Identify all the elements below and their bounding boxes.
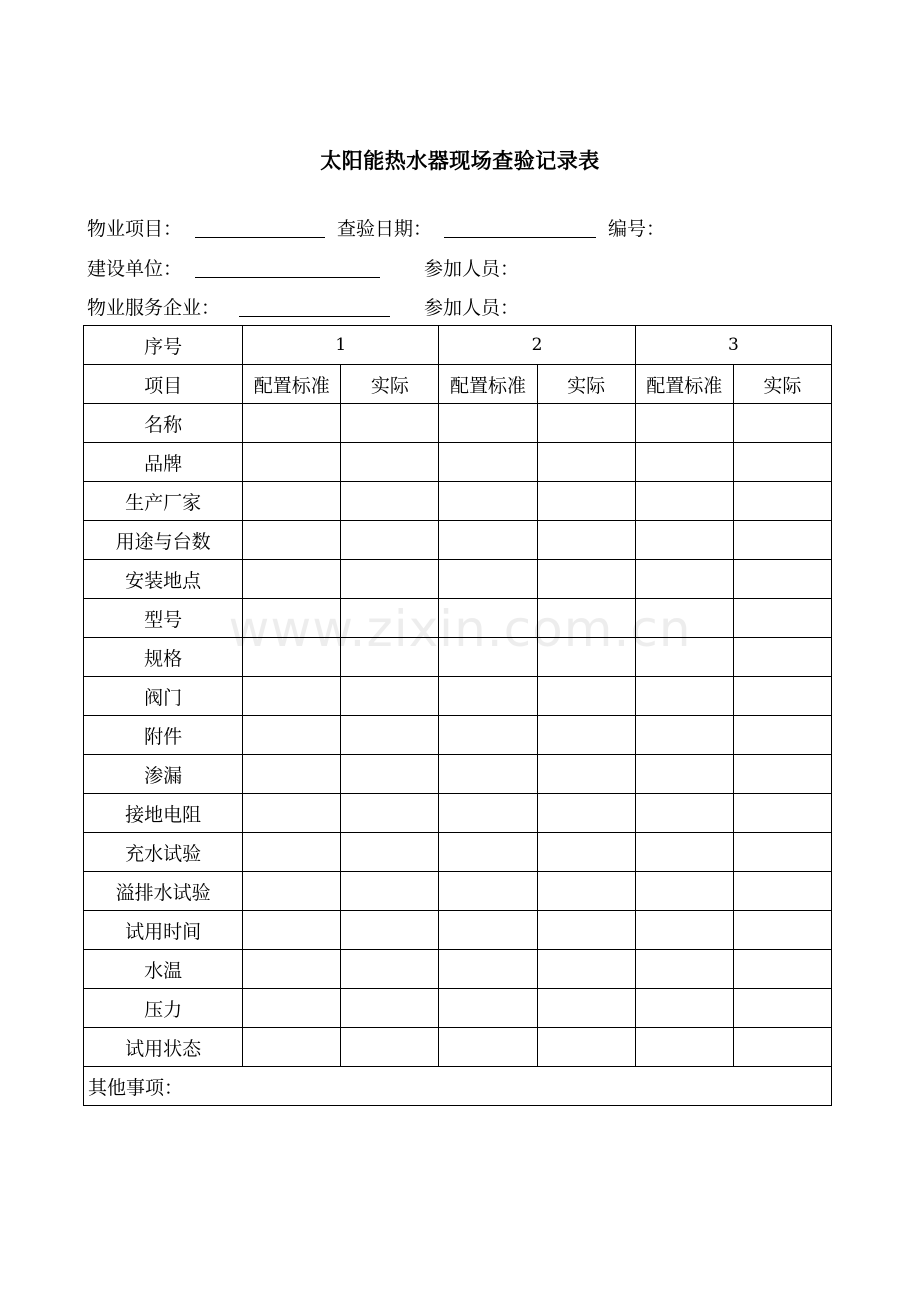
standard-cell-1[interactable] xyxy=(243,755,341,794)
inspection-date-label: 查验日期： xyxy=(337,218,433,240)
actual-cell-1[interactable] xyxy=(341,482,439,521)
standard-cell-1[interactable] xyxy=(243,404,341,443)
standard-cell-3[interactable] xyxy=(635,911,733,950)
actual-cell-1[interactable] xyxy=(341,404,439,443)
actual-cell-1[interactable] xyxy=(341,521,439,560)
actual-cell-2[interactable] xyxy=(537,599,635,638)
actual-header-1: 实际 xyxy=(341,365,439,404)
seq-number-3: 3 xyxy=(635,326,831,365)
table-row xyxy=(84,755,832,794)
service-company-label: 物业服务企业： xyxy=(87,297,221,319)
table-row xyxy=(84,716,832,755)
seq-number-1: 1 xyxy=(243,326,439,365)
standard-cell-2[interactable] xyxy=(439,404,537,443)
actual-cell-1[interactable] xyxy=(341,794,439,833)
participants-label-1: 参加人员： xyxy=(424,258,520,280)
actual-cell-1[interactable] xyxy=(341,1028,439,1067)
standard-cell-3[interactable] xyxy=(635,755,733,794)
standard-cell-1[interactable] xyxy=(243,872,341,911)
table-row xyxy=(84,989,832,1028)
standard-cell-2[interactable] xyxy=(439,482,537,521)
standard-cell-2[interactable] xyxy=(439,911,537,950)
form-title: 太阳能热水器现场查验记录表 xyxy=(320,149,600,173)
actual-cell-3[interactable] xyxy=(733,521,831,560)
standard-cell-2[interactable] xyxy=(439,755,537,794)
table-row xyxy=(84,677,832,716)
actual-cell-2[interactable] xyxy=(537,1028,635,1067)
table-row xyxy=(84,1028,832,1067)
standard-cell-3[interactable] xyxy=(635,950,733,989)
actual-header-3: 实际 xyxy=(733,365,831,404)
row-label: 充水试验 xyxy=(84,833,243,872)
row-label: 型号 xyxy=(84,599,243,638)
construction-unit-label: 建设单位： xyxy=(87,258,183,280)
standard-cell-3[interactable] xyxy=(635,794,733,833)
standard-cell-2[interactable] xyxy=(439,560,537,599)
actual-cell-3[interactable] xyxy=(733,833,831,872)
actual-cell-3[interactable] xyxy=(733,638,831,677)
actual-cell-2[interactable] xyxy=(537,911,635,950)
actual-cell-1[interactable] xyxy=(341,677,439,716)
table-row xyxy=(84,794,832,833)
row-label: 生产厂家 xyxy=(84,482,243,521)
standard-cell-1[interactable] xyxy=(243,521,341,560)
row-label: 规格 xyxy=(84,638,243,677)
standard-cell-1[interactable] xyxy=(243,794,341,833)
row-label: 试用状态 xyxy=(84,1028,243,1067)
table-row xyxy=(84,599,832,638)
standard-cell-2[interactable] xyxy=(439,950,537,989)
actual-cell-1[interactable] xyxy=(341,599,439,638)
row-label: 水温 xyxy=(84,950,243,989)
actual-cell-3[interactable] xyxy=(733,560,831,599)
actual-cell-3[interactable] xyxy=(733,599,831,638)
standard-cell-2[interactable] xyxy=(439,443,537,482)
standard-cell-1[interactable] xyxy=(243,560,341,599)
table-row xyxy=(84,521,832,560)
standard-header-1: 配置标准 xyxy=(243,365,341,404)
row-label: 接地电阻 xyxy=(84,794,243,833)
row-label: 品牌 xyxy=(84,443,243,482)
standard-cell-3[interactable] xyxy=(635,404,733,443)
actual-cell-3[interactable] xyxy=(733,716,831,755)
standard-cell-2[interactable] xyxy=(439,599,537,638)
property-label: 物业项目： xyxy=(87,218,183,240)
row-label: 渗漏 xyxy=(84,755,243,794)
row-label: 名称 xyxy=(84,404,243,443)
actual-cell-1[interactable] xyxy=(341,833,439,872)
actual-cell-1[interactable] xyxy=(341,911,439,950)
standard-cell-2[interactable] xyxy=(439,521,537,560)
actual-cell-2[interactable] xyxy=(537,755,635,794)
table-row xyxy=(84,872,832,911)
standard-cell-1[interactable] xyxy=(243,677,341,716)
actual-cell-3[interactable] xyxy=(733,404,831,443)
standard-cell-3[interactable] xyxy=(635,716,733,755)
table-row xyxy=(84,404,832,443)
actual-cell-2[interactable] xyxy=(537,677,635,716)
table-row xyxy=(84,638,832,677)
standard-cell-3[interactable] xyxy=(635,989,733,1028)
seq-label: 序号 xyxy=(84,326,243,365)
row-label: 试用时间 xyxy=(84,911,243,950)
standard-cell-2[interactable] xyxy=(439,1028,537,1067)
actual-cell-1[interactable] xyxy=(341,443,439,482)
standard-cell-1[interactable] xyxy=(243,443,341,482)
actual-cell-1[interactable] xyxy=(341,755,439,794)
actual-cell-3[interactable] xyxy=(733,755,831,794)
standard-cell-2[interactable] xyxy=(439,872,537,911)
inspection-table xyxy=(83,325,832,1106)
seq-row xyxy=(84,326,832,365)
service-company-field[interactable] xyxy=(239,316,390,317)
standard-cell-1[interactable] xyxy=(243,950,341,989)
actual-cell-2[interactable] xyxy=(537,989,635,1028)
actual-cell-3[interactable] xyxy=(733,872,831,911)
property-field[interactable] xyxy=(195,237,325,238)
header-row xyxy=(84,365,832,404)
participants-label-2: 参加人员： xyxy=(424,297,520,319)
standard-cell-3[interactable] xyxy=(635,482,733,521)
standard-cell-2[interactable] xyxy=(439,833,537,872)
actual-header-2: 实际 xyxy=(537,365,635,404)
row-label: 压力 xyxy=(84,989,243,1028)
standard-cell-3[interactable] xyxy=(635,521,733,560)
watermark: www.zixin.com.cn xyxy=(228,600,692,658)
standard-cell-1[interactable] xyxy=(243,716,341,755)
standard-cell-2[interactable] xyxy=(439,716,537,755)
row-label: 阀门 xyxy=(84,677,243,716)
standard-cell-1[interactable] xyxy=(243,482,341,521)
actual-cell-3[interactable] xyxy=(733,794,831,833)
standard-cell-2[interactable] xyxy=(439,989,537,1028)
standard-header-2: 配置标准 xyxy=(439,365,537,404)
table-row xyxy=(84,443,832,482)
standard-cell-3[interactable] xyxy=(635,443,733,482)
actual-cell-2[interactable] xyxy=(537,716,635,755)
actual-cell-1[interactable] xyxy=(341,989,439,1028)
table-row xyxy=(84,833,832,872)
row-label: 溢排水试验 xyxy=(84,872,243,911)
inspection-date-field[interactable] xyxy=(444,237,596,238)
standard-cell-1[interactable] xyxy=(243,1028,341,1067)
standard-cell-1[interactable] xyxy=(243,833,341,872)
standard-cell-1[interactable] xyxy=(243,911,341,950)
row-label: 安装地点 xyxy=(84,560,243,599)
actual-cell-2[interactable] xyxy=(537,950,635,989)
table-row xyxy=(84,560,832,599)
item-label: 项目 xyxy=(84,365,243,404)
actual-cell-2[interactable] xyxy=(537,560,635,599)
other-items-row xyxy=(84,1067,832,1106)
standard-cell-3[interactable] xyxy=(635,599,733,638)
actual-cell-2[interactable] xyxy=(537,482,635,521)
actual-cell-2[interactable] xyxy=(537,404,635,443)
actual-cell-3[interactable] xyxy=(733,443,831,482)
actual-cell-2[interactable] xyxy=(537,872,635,911)
standard-cell-2[interactable] xyxy=(439,677,537,716)
actual-cell-3[interactable] xyxy=(733,677,831,716)
standard-cell-3[interactable] xyxy=(635,560,733,599)
actual-cell-2[interactable] xyxy=(537,638,635,677)
actual-cell-3[interactable] xyxy=(733,989,831,1028)
actual-cell-1[interactable] xyxy=(341,638,439,677)
row-label: 附件 xyxy=(84,716,243,755)
number-label: 编号： xyxy=(608,218,666,240)
standard-cell-1[interactable] xyxy=(243,638,341,677)
standard-cell-3[interactable] xyxy=(635,677,733,716)
actual-cell-1[interactable] xyxy=(341,950,439,989)
standard-cell-3[interactable] xyxy=(635,872,733,911)
actual-cell-2[interactable] xyxy=(537,521,635,560)
actual-cell-1[interactable] xyxy=(341,560,439,599)
other-items-cell[interactable]: 其他事项： xyxy=(84,1067,832,1106)
standard-cell-2[interactable] xyxy=(439,794,537,833)
actual-cell-1[interactable] xyxy=(341,716,439,755)
actual-cell-3[interactable] xyxy=(733,911,831,950)
standard-cell-1[interactable] xyxy=(243,599,341,638)
table-row xyxy=(84,911,832,950)
standard-cell-3[interactable] xyxy=(635,1028,733,1067)
actual-cell-3[interactable] xyxy=(733,482,831,521)
standard-cell-2[interactable] xyxy=(439,638,537,677)
actual-cell-1[interactable] xyxy=(341,872,439,911)
standard-cell-1[interactable] xyxy=(243,989,341,1028)
standard-cell-3[interactable] xyxy=(635,833,733,872)
row-label: 用途与台数 xyxy=(84,521,243,560)
standard-header-3: 配置标准 xyxy=(635,365,733,404)
actual-cell-2[interactable] xyxy=(537,794,635,833)
standard-cell-3[interactable] xyxy=(635,638,733,677)
construction-unit-field[interactable] xyxy=(195,277,380,278)
actual-cell-3[interactable] xyxy=(733,950,831,989)
actual-cell-2[interactable] xyxy=(537,443,635,482)
table-row xyxy=(84,950,832,989)
actual-cell-2[interactable] xyxy=(537,833,635,872)
actual-cell-3[interactable] xyxy=(733,1028,831,1067)
seq-number-2: 2 xyxy=(439,326,635,365)
table-row xyxy=(84,482,832,521)
